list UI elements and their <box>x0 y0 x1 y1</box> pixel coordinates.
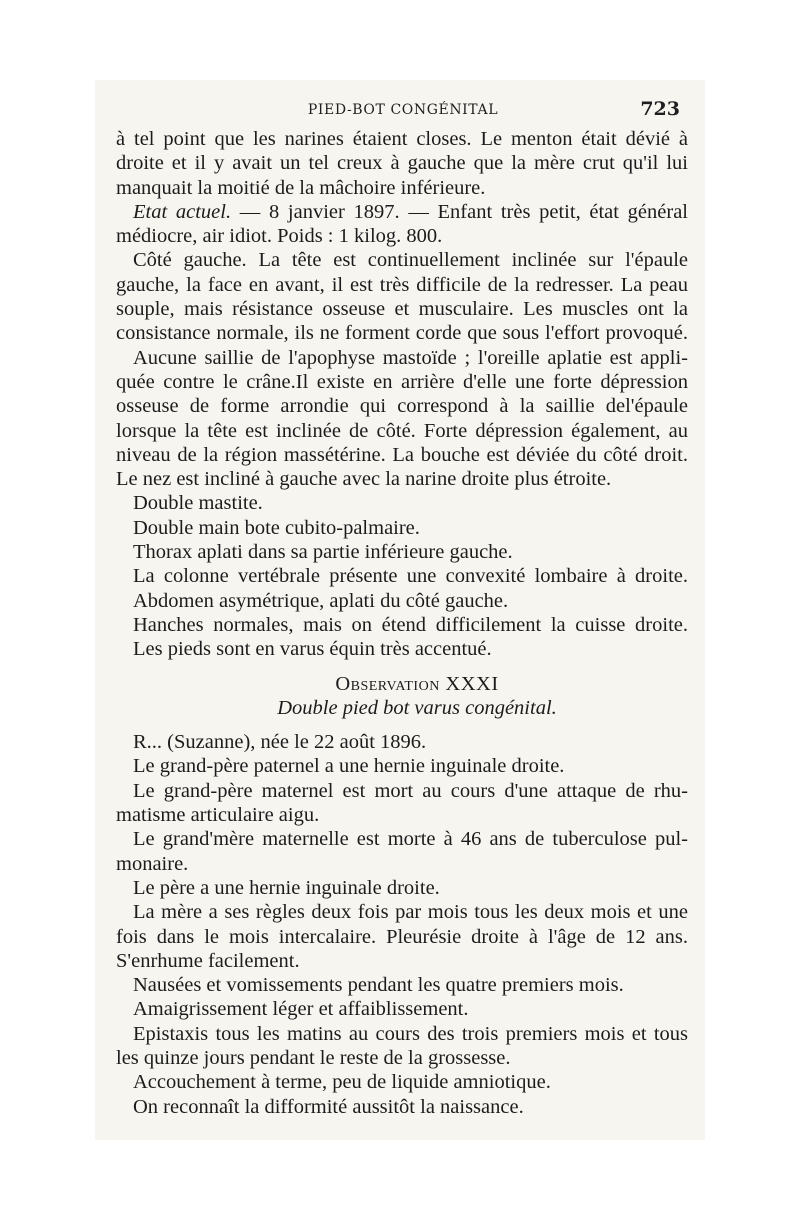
text-line: Côté gauche. La tête est continuellement inclinée sur l'épaule <box>133 249 688 272</box>
text-line: La mère a ses règles deux fois par mois tous les deux mois et une <box>133 901 688 924</box>
text-line: consistance normale, ils ne forment corde que sous l'effort provoqué. <box>116 322 688 345</box>
text-line: Aucune saillie de l'apophyse mastoïde ; l'oreille aplatie est appli- <box>133 346 688 369</box>
text-line: monaire. <box>116 852 189 875</box>
text-span: — 8 janvier 1897. — Enfant très petit, état général <box>231 200 688 223</box>
text-line: osseuse de forme arrondie qui correspond à la saillie del'épaule <box>116 395 688 418</box>
list-item: Abdomen asymétrique, aplati du côté gauche. <box>133 589 509 612</box>
text-line: droite et il y avait un tel creux à gauche que la mère crut qu'il lui <box>116 152 688 175</box>
page-number: 723 <box>640 98 680 120</box>
text-line: niveau de la région massétérine. La bouche est déviée du côté droit. <box>116 443 688 466</box>
text-line: gauche, la face en avant, il est très difficile de la redresser. La peau <box>116 273 688 296</box>
list-item: Double main bote cubito-palmaire. <box>133 516 420 539</box>
text-line: matisme articulaire aigu. <box>116 804 320 827</box>
page-body <box>116 127 688 1119</box>
text-line: S'enrhume facilement. <box>116 949 300 972</box>
list-item: Les pieds sont en varus équin très accentué. <box>133 638 492 661</box>
text-line: médiocre, air idiot. Poids : 1 kilog. 800. <box>116 225 443 248</box>
text-line: Accouchement à terme, peu de liquide amniotique. <box>133 1071 551 1094</box>
text-line: Le grand'mère maternelle est morte à 46 ans de tuberculose pul- <box>133 828 688 851</box>
page-header <box>116 98 690 124</box>
text-line: Le grand-père paternel a une hernie inguinale droite. <box>133 755 565 778</box>
text-line: quée contre le crâne.Il existe en arrière d'elle une forte dépression <box>116 370 688 393</box>
text-line: Amaigrissement léger et affaiblissement. <box>133 998 469 1021</box>
text-line: On reconnaît la difformité aussitôt la naissance. <box>133 1095 524 1118</box>
text-line: Nausées et vomissements pendant les quatre premiers mois. <box>133 974 624 997</box>
etat-actuel-label: Etat actuel. <box>133 200 232 223</box>
text-line: les quinze jours pendant le reste de la grossesse. <box>116 1046 511 1069</box>
text-line: Le nez est incliné à gauche avec la narine droite plus étroite. <box>116 468 612 491</box>
list-item: Thorax aplati dans sa partie inférieure gauche. <box>133 541 513 564</box>
text-line: R... (Suzanne), née le 22 août 1896. <box>133 731 427 754</box>
text-line: lorsque la tête est inclinée de côté. Forte dépression également, au <box>116 419 688 442</box>
text-line <box>116 200 688 224</box>
running-title: PIED-BOT CONGÉNITAL <box>307 102 499 118</box>
text-line: Epistaxis tous les matins au cours des trois premiers mois et tous <box>133 1022 688 1045</box>
text-line: Le grand-père maternel est mort au cours d'une attaque de rhu- <box>133 779 688 802</box>
observation-subtitle: Double pied bot varus congénital. <box>277 696 557 719</box>
text-line: souple, mais résistance osseuse et musculaire. Les muscles ont la <box>116 298 688 321</box>
list-item: Hanches normales, mais on étend difficilement la cuisse droite. <box>133 613 688 636</box>
observation-heading: Observation XXXI <box>335 672 499 695</box>
text-line: fois dans le mois intercalaire. Pleurésie droite à l'âge de 12 ans. <box>116 925 688 948</box>
text-line: à tel point que les narines étaient closes. Le menton était dévié à <box>116 128 688 150</box>
list-item: La colonne vertébrale présente une convexité lombaire à droite. <box>133 565 688 588</box>
text-line: Le père a une hernie inguinale droite. <box>133 876 440 899</box>
text-line: manquait la moitié de la mâchoire inférieure. <box>116 176 486 199</box>
list-item: Double mastite. <box>133 492 263 515</box>
